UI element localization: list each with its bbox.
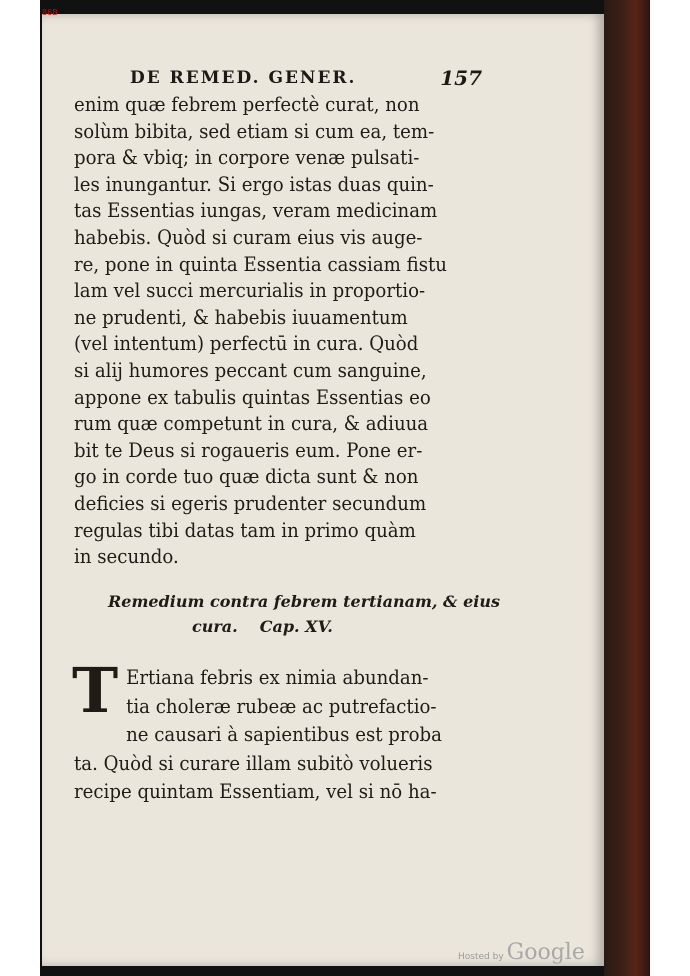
hosted-by-watermark — [458, 940, 585, 965]
chapter-number: Cap. XV. — [259, 617, 333, 636]
hosted-by-label: Hosted by — [458, 952, 504, 962]
drop-cap: T — [72, 654, 119, 727]
text-line: lam vel succi mercurialis in proportio- — [74, 279, 426, 303]
book-edge — [604, 0, 650, 976]
text-line: si alij humores peccant cum sanguine, — [74, 358, 427, 382]
text-line: ne prudenti, & habebis iuuamentum — [74, 305, 408, 329]
text-line: tia choleræ rubeæ ac putrefactio- — [126, 694, 437, 718]
page-number: 157 — [440, 66, 482, 90]
text-line: go in corde tuo quæ dicta sunt & non — [74, 465, 419, 489]
text-line: in secundo. — [74, 545, 179, 569]
text-line: appone ex tabulis quintas Essentias eo — [74, 385, 431, 409]
text-line: les inungantur. Si ergo istas duas quin- — [74, 172, 434, 196]
page-id-label: 86B — [42, 8, 58, 17]
chapter-heading: Remedium contra febrem tertianam, & eius — [108, 592, 500, 611]
chapter-heading-word: cura. — [192, 617, 238, 636]
google-logo: Google — [506, 940, 585, 965]
text-line: pora & vbiq; in corpore venæ pulsati- — [74, 146, 420, 170]
text-line: ta. Quòd si curare illam subitò volueris — [74, 751, 433, 775]
text-line: tas Essentias iungas, veram medicinam — [74, 199, 438, 223]
text-line: Ertiana febris ex nimia abundan- — [126, 666, 429, 689]
running-header — [130, 68, 490, 90]
text-line: habebis. Quòd si curam eius vis auge- — [74, 225, 423, 249]
text-line: deficies si egeris prudenter secundum — [74, 491, 427, 515]
text-line: solùm bibita, sed etiam si cum ea, tem- — [74, 119, 435, 143]
running-title: DE REMED. GENER. — [130, 68, 357, 88]
text-line: recipe quintam Essentiam, vel si nō ha- — [74, 780, 437, 804]
chapter-text — [74, 664, 455, 807]
text-line: bit te Deus si rogaueris eum. Pone er- — [74, 438, 423, 462]
text-line: (vel intentum) perfectū in cura. Quòd — [74, 332, 419, 356]
text-line: ne causari à sapientibus est proba — [126, 723, 442, 747]
text-line: rum quæ competunt in cura, & adiuua — [74, 412, 429, 436]
text-line: enim quæ febrem perfectè curat, non — [74, 93, 420, 116]
text-line: regulas tibi datas tam in primo quàm — [74, 518, 416, 542]
body-text — [74, 92, 455, 571]
text-line: re, pone in quinta Essentia cassiam fistu — [74, 252, 447, 276]
chapter-heading-cont — [192, 617, 492, 636]
